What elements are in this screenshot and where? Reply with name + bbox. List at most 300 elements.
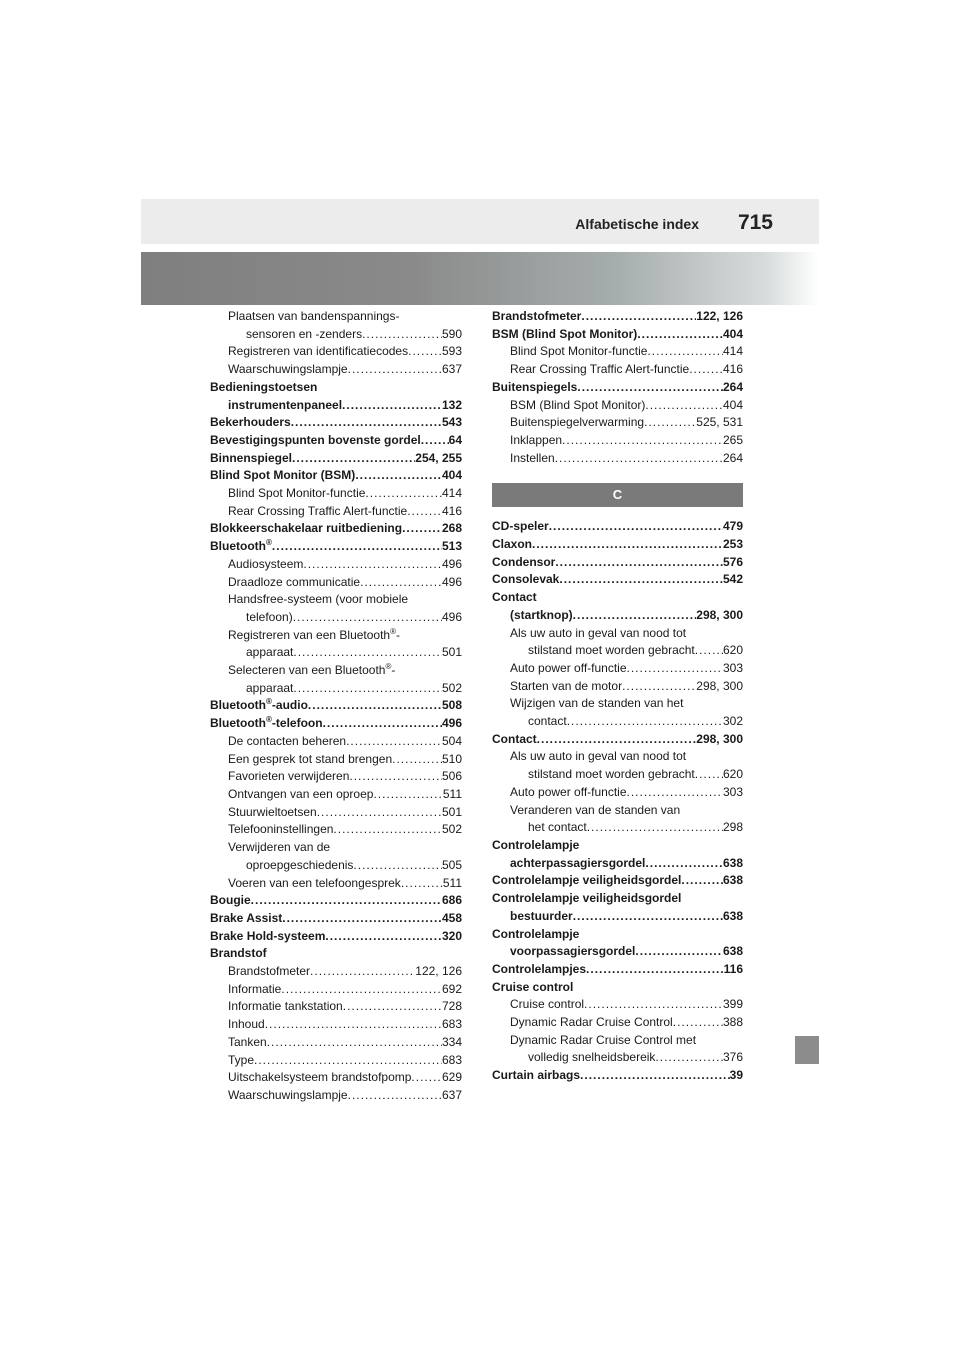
page-reference: 334 (441, 1034, 462, 1049)
page-reference: 638 (722, 855, 743, 870)
index-entry (492, 379, 743, 397)
index-term-text: apparaat (246, 645, 294, 660)
index-term (228, 821, 333, 839)
index-term (210, 946, 267, 960)
page-reference: 513 (441, 539, 462, 554)
dot-leader (362, 326, 442, 344)
index-term (492, 571, 559, 589)
index-entry (210, 928, 462, 946)
index-term (246, 609, 293, 627)
page-reference: 414 (722, 344, 743, 359)
index-term (510, 1033, 696, 1047)
index-entry-continued (492, 1032, 743, 1050)
page-reference: 265 (722, 432, 743, 447)
index-entry (492, 961, 743, 979)
index-entry (492, 432, 743, 450)
registered-mark: ® (390, 626, 397, 636)
index-entry (210, 538, 462, 556)
dot-leader (695, 766, 723, 784)
index-term-text: Handsfree-systeem (voor mobiele (228, 592, 409, 607)
index-term-text: Controlelampjes (492, 961, 587, 976)
index-term-text: Favorieten verwijderen (228, 769, 350, 784)
dot-leader (365, 485, 442, 503)
section-heading-bar: C (492, 483, 743, 507)
index-entry-continued (492, 695, 743, 713)
index-entry (492, 450, 743, 468)
index-term (228, 786, 373, 804)
dot-leader (695, 642, 723, 660)
index-term (528, 713, 567, 731)
dot-leader (655, 1049, 723, 1067)
index-entry-continued (210, 662, 462, 680)
page-reference: 683 (441, 1052, 462, 1067)
dot-leader (411, 1069, 442, 1087)
dot-leader (373, 786, 442, 804)
index-term-suffix: - (396, 627, 401, 642)
index-entry (210, 751, 462, 769)
page-reference: 590 (441, 326, 462, 341)
page-reference: 496 (441, 716, 462, 731)
index-term (510, 432, 562, 450)
dot-leader (254, 1052, 442, 1070)
index-term (228, 556, 303, 574)
page-reference: 298, 300 (696, 731, 743, 746)
index-term (228, 343, 408, 361)
dot-leader (645, 397, 723, 415)
index-term-text: Stuurwieltoetsen (228, 804, 317, 819)
index-term-text: Blind Spot Monitor (BSM) (210, 468, 356, 483)
index-term-text: Draadloze communicatie (228, 574, 361, 589)
dot-leader (637, 326, 723, 344)
dot-leader (265, 1016, 442, 1034)
index-entry (492, 554, 743, 572)
index-column-left (210, 308, 462, 1105)
page-reference: 253 (722, 537, 743, 552)
index-term-text: Bluetooth (210, 698, 266, 713)
index-term (510, 607, 573, 625)
page-reference: 506 (441, 769, 462, 784)
index-entry (210, 343, 462, 361)
index-entry (210, 998, 462, 1016)
index-entry (210, 467, 462, 485)
index-term-text: Bevestigingspunten bovenste gordel (210, 432, 421, 447)
dot-leader (281, 981, 442, 999)
page-reference: 637 (441, 1087, 462, 1102)
index-term-text: Binnenspiegel (210, 450, 293, 465)
index-entry-continued (492, 625, 743, 643)
index-term-text: Registreren van een Bluetooth (228, 627, 391, 642)
index-entry (210, 432, 462, 450)
page-reference: 116 (723, 961, 743, 976)
dot-leader (355, 467, 442, 485)
index-entry-continued (210, 308, 462, 326)
index-entry (210, 520, 462, 538)
page-reference: 638 (722, 944, 743, 959)
index-entry (492, 1014, 743, 1032)
index-term (210, 697, 308, 715)
dot-leader (549, 518, 723, 536)
index-term-text: volledig snelheidsbereik (528, 1050, 656, 1065)
index-term-text: Dynamic Radar Cruise Control (510, 1015, 673, 1030)
index-term (492, 326, 637, 344)
index-term-text: Als uw auto in geval van nood tot (510, 625, 687, 640)
dot-leader (635, 943, 723, 961)
index-entry (492, 1067, 743, 1085)
index-term (510, 660, 627, 678)
index-term-suffix: -audio (271, 698, 308, 713)
page-reference: 39 (729, 1068, 743, 1083)
index-term-text: Als uw auto in geval van nood tot (510, 749, 687, 764)
index-entry (210, 644, 462, 662)
index-term (210, 520, 402, 538)
page-reference: 638 (722, 908, 743, 923)
index-entry (492, 343, 743, 361)
index-entry (210, 609, 462, 627)
index-term-text: Registreren van identificatiecodes (228, 344, 409, 359)
index-entry (492, 571, 743, 589)
index-entry (492, 819, 743, 837)
index-entry (210, 821, 462, 839)
index-term-text: stilstand moet worden gebracht (528, 643, 695, 658)
index-term (228, 963, 310, 981)
index-term (228, 1016, 265, 1034)
index-term-text: Bedieningstoetsen (210, 379, 318, 394)
page-header (141, 199, 819, 244)
index-term-text: Cruise control (492, 979, 574, 994)
dot-leader (559, 571, 723, 589)
page-reference: 388 (722, 1015, 743, 1030)
index-term-text: Rear Crossing Traffic Alert-functie (228, 503, 408, 518)
dot-leader (392, 751, 442, 769)
index-entry (492, 660, 743, 678)
index-term (210, 928, 325, 946)
index-term (210, 715, 323, 733)
index-entry (492, 642, 743, 660)
index-term-text: voorpassagiersgordel (510, 944, 636, 959)
dot-leader (573, 607, 697, 625)
index-term-text: Selecteren van een Bluetooth (228, 663, 386, 678)
dot-leader (555, 554, 723, 572)
index-term-text: Een gesprek tot stand brengen (228, 751, 393, 766)
page-reference: 496 (441, 574, 462, 589)
index-entry (210, 450, 462, 468)
index-term (228, 804, 317, 822)
dot-leader (346, 733, 442, 751)
page-reference: 458 (441, 910, 462, 925)
index-term-text: sensoren en -zenders (246, 326, 363, 341)
index-term-text: Bluetooth (210, 716, 266, 731)
index-term (246, 857, 353, 875)
index-term (228, 485, 365, 503)
dot-leader (323, 715, 442, 733)
dot-leader (673, 1014, 723, 1032)
index-term-text: Bougie (210, 893, 251, 908)
index-entry (492, 678, 743, 696)
index-entry (492, 855, 743, 873)
index-term-text: Instellen (510, 450, 555, 465)
dot-leader (303, 556, 442, 574)
page-reference: 404 (722, 326, 743, 341)
page-reference: 64 (448, 432, 462, 447)
page-reference: 264 (722, 379, 743, 394)
index-term (492, 891, 681, 905)
index-term-text: Plaatsen van bandenspannings- (228, 309, 400, 323)
dot-leader (567, 713, 723, 731)
index-term (510, 626, 686, 640)
index-term (492, 872, 681, 890)
page-reference: 298 (722, 820, 743, 835)
index-term (228, 1087, 348, 1105)
index-term (228, 998, 343, 1016)
index-term (228, 397, 342, 415)
index-term (492, 980, 573, 994)
dot-leader (644, 414, 696, 432)
page-reference: 501 (441, 645, 462, 660)
index-term-text: Dynamic Radar Cruise Control met (510, 1032, 697, 1047)
page-reference: 692 (441, 981, 462, 996)
index-term-text: Inklappen (510, 432, 563, 447)
page-reference: 254, 255 (415, 450, 462, 465)
index-term (528, 642, 695, 660)
index-entry (492, 996, 743, 1014)
page-reference: 505 (441, 857, 462, 872)
index-term (510, 361, 689, 379)
page-reference: 525, 531 (696, 415, 743, 430)
index-entry (492, 518, 743, 536)
index-entry (492, 766, 743, 784)
dot-leader (267, 1034, 442, 1052)
index-entry (210, 1052, 462, 1070)
index-term-text: Brandstof (210, 946, 267, 961)
dot-leader (586, 961, 724, 979)
index-term-text: bestuurder (510, 908, 573, 923)
page-reference: 264 (722, 450, 743, 465)
index-term (510, 803, 680, 817)
dot-leader (333, 821, 442, 839)
dot-leader (251, 892, 442, 910)
index-term (510, 343, 647, 361)
index-entry (210, 963, 462, 981)
index-term-text: BSM (Blind Spot Monitor) (492, 326, 638, 341)
index-term-suffix: - (391, 663, 396, 678)
page-reference: 376 (722, 1050, 743, 1065)
index-term (228, 574, 360, 592)
index-entry (492, 908, 743, 926)
index-term-text: Blind Spot Monitor-functie (228, 486, 366, 501)
dot-leader (342, 397, 442, 415)
dot-leader (421, 432, 449, 450)
page-reference: 501 (441, 804, 462, 819)
index-term (210, 450, 292, 468)
dot-leader (587, 819, 723, 837)
dot-leader (401, 875, 443, 893)
index-term (510, 908, 573, 926)
index-entry-continued (492, 837, 743, 855)
index-term (228, 1069, 411, 1087)
dot-leader (291, 414, 442, 432)
page-reference: 132 (441, 397, 462, 412)
index-term-text: Blind Spot Monitor-functie (510, 344, 648, 359)
index-term-text: Waarschuwingslampje (228, 1087, 348, 1102)
dot-leader (353, 857, 442, 875)
index-term (510, 696, 683, 710)
dot-leader (689, 361, 723, 379)
index-term (228, 981, 281, 999)
index-term-text: Brandstofmeter (228, 964, 311, 979)
index-term-text: Curtain airbags (492, 1068, 581, 1083)
index-term-text: Cruise control (510, 997, 585, 1012)
dot-leader (402, 520, 442, 538)
index-term-text: Telefooninstellingen (228, 822, 334, 837)
index-term (492, 379, 577, 397)
index-entry-continued (210, 627, 462, 645)
index-entry (492, 361, 743, 379)
index-term (492, 590, 537, 604)
page-reference: 298, 300 (696, 678, 743, 693)
index-entry-continued (210, 839, 462, 857)
dot-leader (317, 804, 442, 822)
dot-leader (681, 872, 723, 890)
index-term (228, 663, 395, 677)
index-term (492, 518, 549, 536)
page-reference: 122, 126 (696, 309, 743, 323)
index-entry (210, 414, 462, 432)
index-term-text: Audiosysteem (228, 556, 304, 571)
dot-leader (407, 503, 442, 521)
index-term-text: Consolevak (492, 572, 560, 587)
index-term-text: oproepgeschiedenis (246, 857, 354, 872)
index-term (528, 819, 587, 837)
dot-leader (348, 1087, 442, 1105)
index-term-text: Claxon (492, 537, 533, 552)
page-reference: 620 (722, 767, 743, 782)
index-entry (210, 981, 462, 999)
page-reference: 728 (441, 999, 462, 1014)
index-column-right (492, 308, 743, 1085)
index-term (510, 784, 627, 802)
index-term-text: Inhoud (228, 1017, 265, 1032)
index-entry (210, 804, 462, 822)
index-term-text: Informatie (228, 981, 282, 996)
page-reference: 542 (722, 572, 743, 587)
index-term (492, 731, 537, 749)
index-term-text: Contact (492, 590, 537, 605)
page-reference: 496 (441, 556, 462, 571)
dot-leader (360, 574, 442, 592)
dot-leader (408, 343, 442, 361)
index-term (228, 592, 408, 606)
dot-leader (282, 910, 442, 928)
index-entry (210, 1034, 462, 1052)
index-term (510, 450, 555, 468)
dot-leader (584, 996, 723, 1014)
page-reference: 479 (722, 519, 743, 534)
index-term-text: Bluetooth (210, 539, 266, 554)
page-reference: 399 (722, 997, 743, 1012)
index-term (492, 536, 532, 554)
index-term (246, 326, 362, 344)
index-entry-continued (210, 591, 462, 609)
index-term (492, 1067, 580, 1085)
index-term (228, 309, 399, 323)
page-reference: 543 (441, 415, 462, 430)
index-term (528, 1049, 655, 1067)
dot-leader (308, 697, 442, 715)
dot-leader (622, 678, 696, 696)
index-term (510, 943, 635, 961)
dot-leader (647, 343, 723, 361)
index-entry (492, 943, 743, 961)
index-term-text: Voeren van een telefoongesprek (228, 875, 401, 890)
page-reference: 502 (441, 680, 462, 695)
index-term-text: Condensor (492, 554, 556, 569)
index-term-text: Bekerhouders (210, 415, 291, 430)
index-term-text: Ontvangen van een oproep (228, 786, 374, 801)
page-reference: 122, 126 (415, 964, 462, 979)
index-term (210, 538, 272, 556)
dot-leader (292, 450, 415, 468)
dot-leader (627, 784, 723, 802)
page-reference: 414 (441, 486, 462, 501)
index-term (228, 628, 400, 642)
index-term (510, 397, 645, 415)
dot-leader (349, 768, 442, 786)
page-reference: 298, 300 (696, 607, 743, 622)
dot-leader (562, 432, 723, 450)
page-reference: 593 (441, 344, 462, 359)
index-term (510, 414, 644, 432)
index-entry (210, 786, 462, 804)
dot-leader (532, 536, 723, 554)
index-term (528, 766, 695, 784)
index-term (210, 414, 291, 432)
chapter-side-tab (795, 1036, 819, 1064)
index-term-text: Rear Crossing Traffic Alert-functie (510, 362, 690, 377)
dot-leader (577, 379, 723, 397)
index-entry (492, 731, 743, 749)
index-term (228, 768, 349, 786)
index-entry (492, 713, 743, 731)
index-term (228, 1034, 267, 1052)
index-entry (210, 326, 462, 344)
index-entry (492, 872, 743, 890)
index-term-text: telefoon) (246, 609, 293, 624)
index-entry-continued (492, 926, 743, 944)
index-term-text: Buitenspiegels (492, 379, 578, 394)
index-term-text: Contact (492, 731, 537, 746)
page-reference: 404 (441, 468, 462, 483)
index-term-text: CD-speler (492, 519, 549, 534)
index-entry (210, 892, 462, 910)
page-reference: 686 (441, 893, 462, 908)
index-term-text: De contacten beheren (228, 733, 347, 748)
index-term-text: Veranderen van de standen van (510, 802, 681, 817)
dot-leader (310, 963, 415, 981)
page-reference: 302 (722, 714, 743, 729)
index-term-text: Controlelampje (492, 837, 580, 852)
dot-leader (627, 660, 723, 678)
page-reference: 504 (441, 733, 462, 748)
registered-mark: ® (266, 538, 272, 548)
index-term-text: contact (528, 714, 567, 729)
index-entry (210, 910, 462, 928)
index-entry (210, 1087, 462, 1105)
dot-leader (645, 855, 723, 873)
page-reference: 404 (722, 397, 743, 412)
page-reference: 511 (442, 875, 462, 890)
header-gradient-band (141, 252, 819, 305)
index-term (492, 927, 579, 941)
